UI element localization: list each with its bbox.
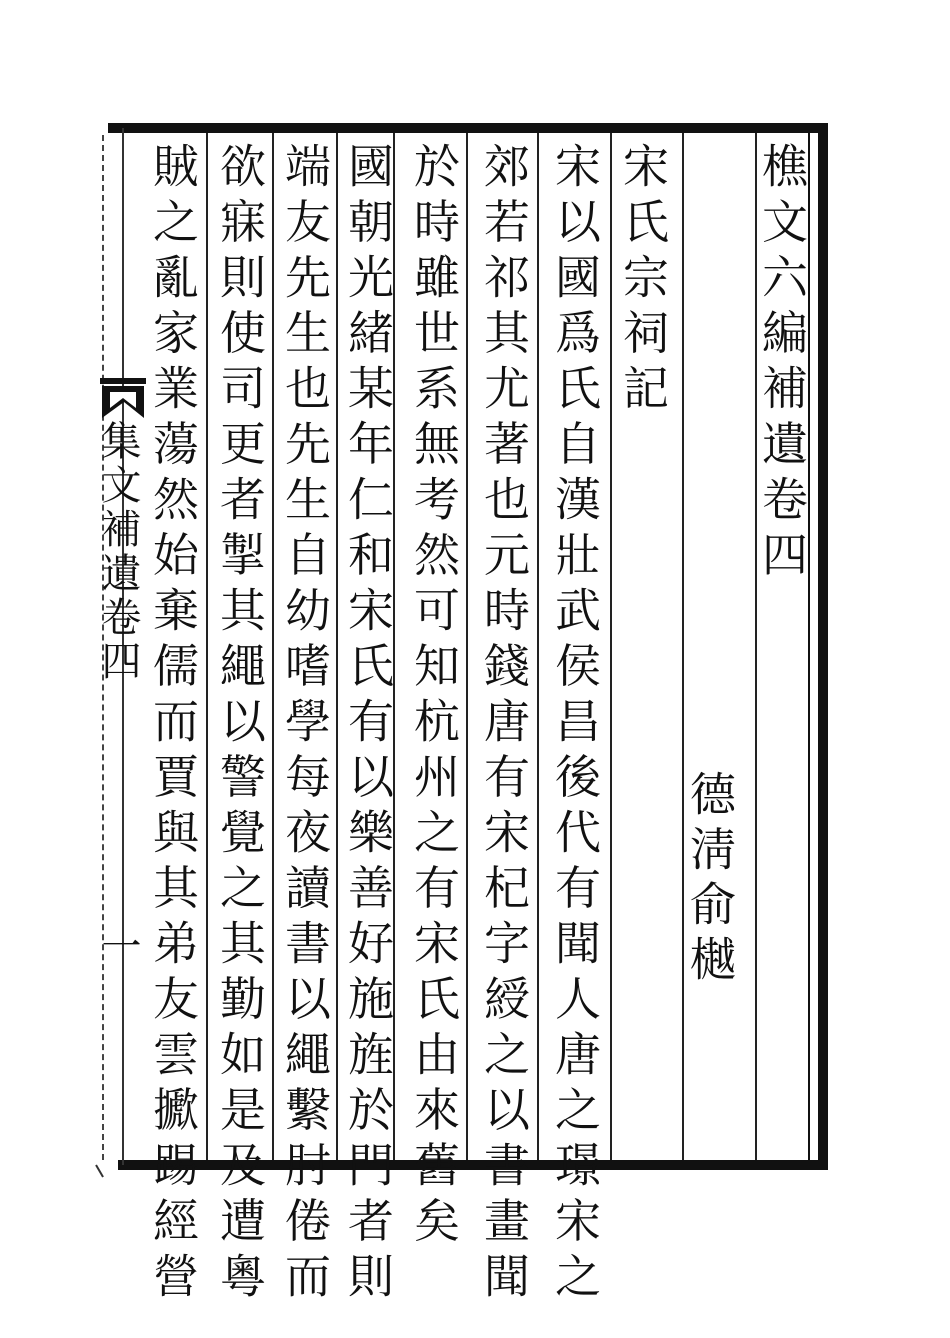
body-text-line: 欲寐則使司更者掣其繩以警覺之其勤如是及遭粵 [213, 142, 267, 1308]
body-text-line: 賊之亂家業蕩然始棄儒而賈與其弟友雲擨踢經營 [146, 142, 200, 1308]
body-text-line: 宋以國爲氏自漢壯武侯昌後代有聞人唐之璟宋之 [548, 142, 602, 1308]
frame-top-border [108, 123, 828, 133]
column-separator [206, 133, 208, 1160]
fold-page-number: 一 [95, 925, 141, 965]
body-text-line: 郊若祁其尤著也元時錢唐有宋杞字綬之以書畫聞 [477, 142, 531, 1308]
column-separator [682, 133, 684, 1160]
fold-title: 集文補遺卷四 [95, 420, 141, 684]
essay-title: 宋氏宗祠記 [616, 142, 670, 420]
column-separator [537, 133, 539, 1160]
body-text-line: 國朝光緒某年仁和宋氏有以樂善好施旌於門者則 [341, 142, 395, 1308]
column-separator [466, 133, 468, 1160]
fold-tick-mark [95, 1160, 111, 1177]
fish-tail-icon [100, 378, 146, 422]
body-text-line: 端友先生也先生自幼嗜學每夜讀書以繩繫肘倦而 [278, 142, 332, 1308]
author-line: 德淸俞樾 [683, 770, 737, 990]
column-separator [272, 133, 274, 1160]
frame-right-border [818, 123, 828, 1170]
book-title-line: 樵文六編補遺卷四 [755, 142, 809, 586]
column-separator [610, 133, 612, 1160]
body-text-line: 於時雖世系無考然可知杭州之有宋氏由來舊矣 [407, 142, 461, 1252]
